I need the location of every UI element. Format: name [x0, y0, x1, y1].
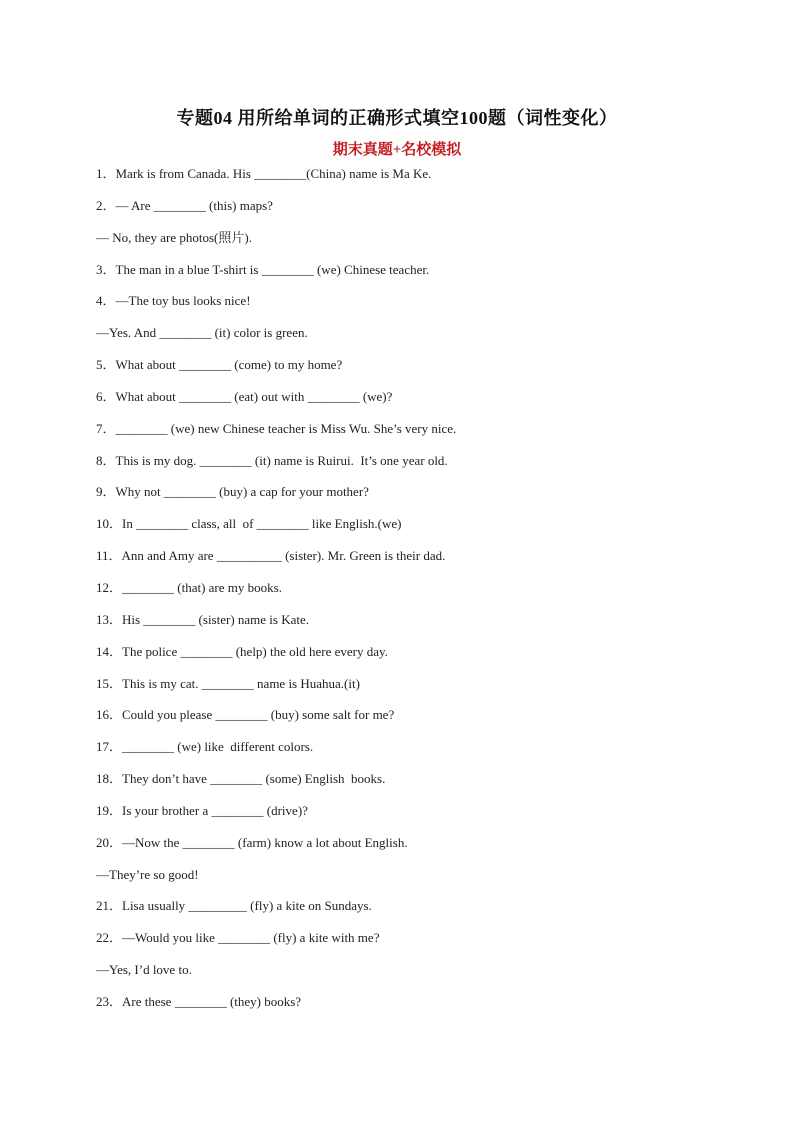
exercise-line: 3．The man in a blue T-shirt is ________ (we) Chinese teacher. [96, 261, 430, 277]
exercise-line: 12．________ (that) are my books. [96, 579, 282, 595]
exercise-line: 11．Ann and Amy are __________ (sister). Mr. Green is their dad. [96, 548, 446, 564]
exercise-line: 22．—Would you like ________ (fly) a kite with me? [96, 930, 380, 946]
exercise-line: —They’re so good! [96, 866, 199, 882]
exercise-line: 21．Lisa usually _________ (fly) a kite on Sundays. [96, 898, 372, 914]
exercise-line: 4．—The toy bus looks nice! [96, 293, 251, 309]
exercise-line: 7．________ (we) new Chinese teacher is Miss Wu. She’s very nice. [96, 420, 457, 436]
exercise-line: 2．— Are ________ (this) maps? [96, 197, 273, 213]
document-subtitle: 期末真题+名校模拟 [332, 142, 462, 158]
exercise-line: 17．________ (we) like different colors. [96, 739, 314, 755]
exercise-line: 13．His ________ (sister) name is Kate. [96, 611, 310, 627]
exercise-list [96, 164, 716, 1024]
exercise-line: 9．Why not ________ (buy) a cap for your mother? [96, 484, 369, 500]
exercise-line: 5．What about ________ (come) to my home? [96, 357, 343, 373]
exercise-line: 1．Mark is from Canada. His ________(China) name is Ma Ke. [96, 166, 432, 181]
exercise-line: 18．They don’t have ________ (some) English books. [96, 771, 386, 787]
exercise-line: — No, they are photos(照片). [96, 229, 252, 245]
exercise-line: —Yes. And ________ (it) color is green. [96, 325, 308, 341]
document-title: 专题04 用所给单词的正确形式填空100题（词性变化） [176, 108, 618, 128]
exercise-line: 8．This is my dog. ________ (it) name is Ruirui. It’s one year old. [96, 452, 448, 468]
exercise-line: 23．Are these ________ (they) books? [96, 993, 302, 1009]
exercise-line: 10．In ________ class, all of ________ like English.(we) [96, 516, 402, 532]
exercise-line: —Yes, I’d love to. [96, 962, 192, 978]
exercise-line: 6．What about ________ (eat) out with ________ (we)? [96, 388, 393, 404]
exercise-line: 19．Is your brother a ________ (drive)? [96, 802, 308, 818]
exercise-line: 15．This is my cat. ________ name is Huahua.(it) [96, 675, 360, 691]
exercise-line: 14．The police ________ (help) the old here every day. [96, 643, 388, 659]
exercise-line: 16．Could you please ________ (buy) some salt for me? [96, 707, 395, 723]
exercise-line: 20．—Now the ________ (farm) know a lot about English. [96, 834, 408, 850]
